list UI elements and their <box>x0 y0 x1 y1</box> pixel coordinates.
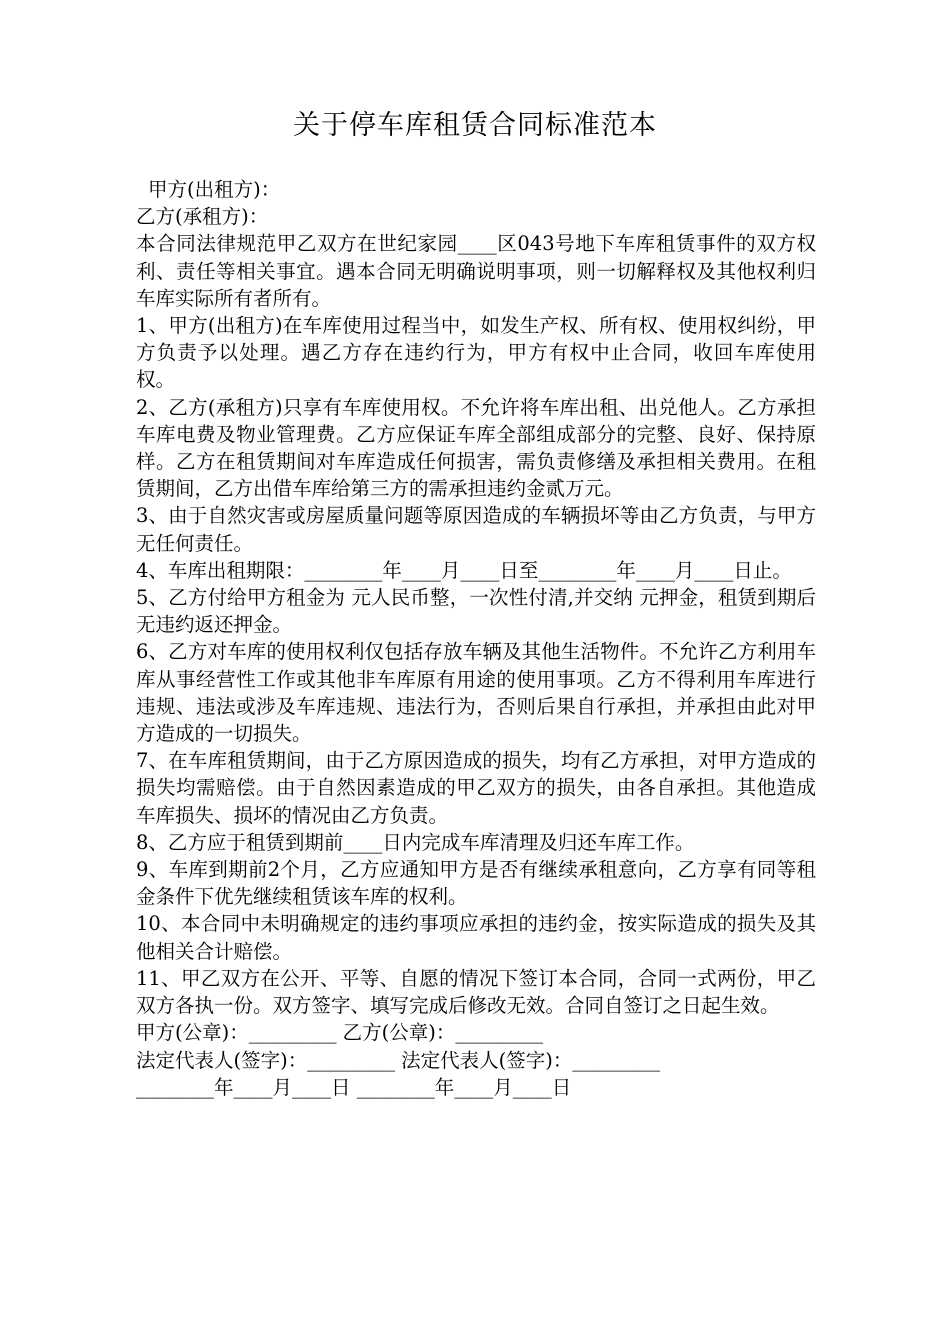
signature-seals-line: 甲方(公章)：_________ 乙方(公章)：_________ <box>136 1021 544 1045</box>
party-b-line: 乙方(承租方)： <box>136 205 269 229</box>
clause-9: 9、车库到期前2个月，乙方应通知甲方是否有继续承租意向，乙方享有同等租金条件下优先继续租赁该车库的权利。 <box>136 858 816 909</box>
clause-1: 1、甲方(出租方)在车库使用过程当中，如发生产权、所有权、使用权纠纷，甲方负责予以处理。遇乙方存在违约行为，甲方有权中止合同，收回车库使用权。 <box>136 314 816 392</box>
clause-8: 8、乙方应于租赁到期前____日内完成车库清理及归还车库工作。 <box>136 830 695 854</box>
party-a-line: 甲方(出租方)： <box>148 178 281 201</box>
clause-7: 7、在车库租赁期间，由于乙方原因造成的损失，均有乙方承担，对甲方造成的损失均需赔偿。由于自然因素造成的甲乙双方的损失，由各自承担。其他造成车库损失、损坏的情况由乙方负责。 <box>136 749 816 827</box>
clause-5: 5、乙方付给甲方租金为 元人民币整，一次性付清,并交纳 元押金，租赁到期后无违约返还押金。 <box>136 586 816 637</box>
signature-representatives-line: 法定代表人(签字)：_________ 法定代表人(签字)：_________ <box>136 1048 661 1072</box>
clause-2: 2、乙方(承租方)只享有车库使用权。不允许将车库出租、出兑他人。乙方承担车库电费及物业管理费。乙方应保证车库全部组成部分的完整、良好、保持原样。乙方在租赁期间对车库造成任何损害，需负责修缮及承担相关费用。在租赁期间，乙方出借车库给第三方的需承担违约金贰万元。 <box>136 395 816 501</box>
intro-paragraph: 本合同法律规范甲乙双方在世纪家园____区043号地下车库租赁事件的双方权利、责任等相关事宜。遇本合同无明确说明事项，则一切解释权及其他权利归车库实际所有者所有。 <box>136 232 816 310</box>
clause-6: 6、乙方对车库的使用权利仅包括存放车辆及其他生活物件。不允许乙方利用车库从事经营性工作或其他非车库原有用途的使用事项。乙方不得利用车库进行违规、违法或涉及车库违规、违法行为，否则后果自行承担，并承担由此对甲方造成的一切损失。 <box>136 640 816 746</box>
clause-10: 10、本合同中未明确规定的违约事项应承担的违约金，按实际造成的损失及其他相关合计赔偿。 <box>136 912 816 963</box>
clause-4: 4、车库出租期限：________年____月____日至________年____月____日止。 <box>136 558 792 582</box>
clause-3: 3、由于自然灾害或房屋质量问题等原因造成的车辆损坏等由乙方负责，与甲方无任何责任。 <box>136 504 816 555</box>
clause-11: 11、甲乙双方在公开、平等、自愿的情况下签订本合同，合同一式两份，甲乙双方各执一份。双方签字、填写完成后修改无效。合同自签订之日起生效。 <box>136 966 816 1018</box>
contract-body <box>136 176 816 1101</box>
document-title: 关于停车库租赁合同标准范本 <box>293 110 657 141</box>
signature-dates-line: ________年____月____日 ________年____月____日 <box>136 1075 572 1099</box>
